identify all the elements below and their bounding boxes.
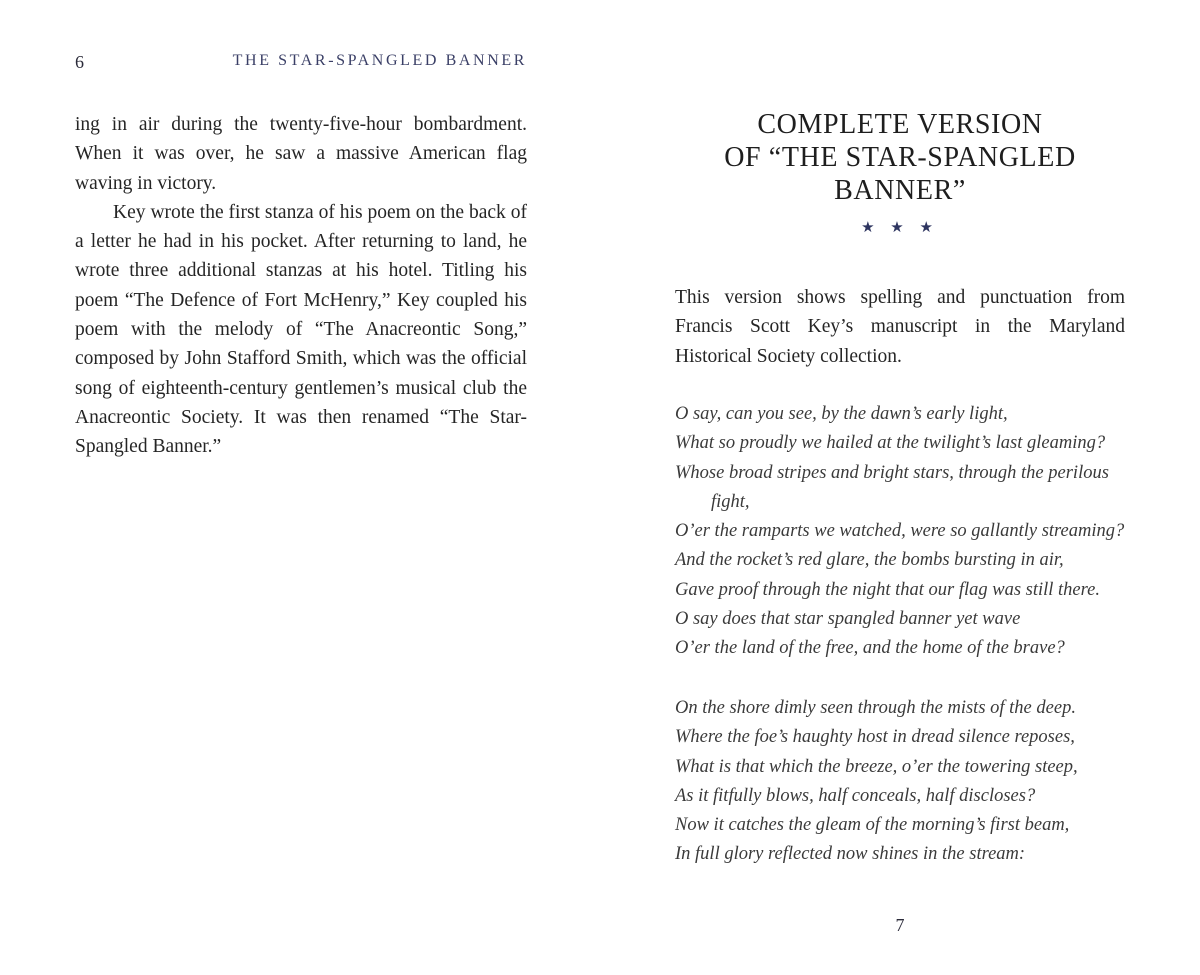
verse-line: O say does that star spangled banner yet wave xyxy=(675,609,1021,630)
paragraph: ing in air during the twenty-five-hour bombardment. When it was over, he saw a massive American flag waving in victory. xyxy=(75,114,527,194)
verse-line: In full glory reflected now shines in the stream: xyxy=(675,844,1026,865)
right-page xyxy=(600,0,1200,975)
verse-line: As it fitfully blows, half conceals, half discloses? xyxy=(675,785,1036,806)
verse-line: O’er the ramparts we watched, were so gallantly streaming? xyxy=(675,521,1125,542)
intro-paragraph: This version shows spelling and punctuation from Francis Scott Key’s manuscript in the Maryland Historical Society collection. xyxy=(675,287,1125,367)
verse-line: What so proudly we hailed at the twilight’s last gleaming? xyxy=(675,433,1106,454)
verse-line: Now it catches the gleam of the morning’s first beam, xyxy=(675,815,1070,836)
verse-line: O’er the land of the free, and the home of the brave? xyxy=(675,638,1065,659)
chapter-title-line: COMPLETE VERSION xyxy=(757,109,1043,140)
page-number-right: 7 xyxy=(895,915,905,935)
verse-line-turnover: fight, xyxy=(711,491,750,512)
verse-line: Whose broad stripes and bright stars, through the perilous xyxy=(675,462,1109,483)
chapter-title-line: BANNER” xyxy=(834,175,966,206)
page-number-left: 6 xyxy=(75,52,84,72)
chapter-title xyxy=(650,108,1150,207)
running-head-title: THE STAR-SPANGLED BANNER xyxy=(232,52,527,69)
verse-line: And the rocket’s red glare, the bombs bursting in air, xyxy=(675,550,1064,571)
chapter-title-line: OF “THE STAR-SPANGLED xyxy=(724,142,1076,173)
stanza-2 xyxy=(675,694,1135,870)
verse-line: O say, can you see, by the dawn’s early light, xyxy=(675,404,1008,424)
stanza-1 xyxy=(675,400,1135,664)
body-text xyxy=(75,110,527,462)
running-head xyxy=(75,52,527,76)
verse-line: Where the foe’s haughty host in dread silence reposes, xyxy=(675,727,1075,748)
verse-line: What is that which the breeze, o’er the towering steep, xyxy=(675,756,1078,777)
paragraph: Key wrote the first stanza of his poem on the back of a letter he had in his pocket. After returning to land, he wrote three additional stanzas at his hotel. Titling his poem “The Defence of Fort McHenry,” Key coupled his poem with the melody of “The Anacreontic Song,” composed by John Stafford Smith, which was the official song of eighteenth-century gentlemen’s musical club the Anacreontic Society. It was then renamed “The Star-Spangled Banner.” xyxy=(75,201,527,458)
star-ornament: ★ ★ ★ xyxy=(861,220,939,236)
verse-line: On the shore dimly seen through the mists of the deep. xyxy=(675,698,1076,718)
verse-line: Gave proof through the night that our flag was still there. xyxy=(675,579,1100,600)
